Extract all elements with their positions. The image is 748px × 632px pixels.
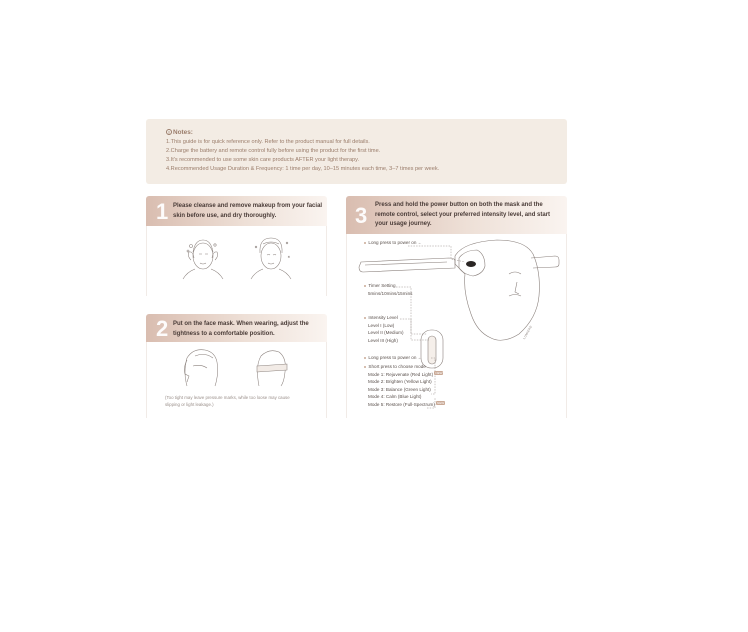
mask-power-label: Long press to power on ←: [364, 239, 422, 247]
fit-note-line: (Too tight may leave pressure marks, while too loose may cause: [165, 395, 290, 400]
intensity-title: Intensity Level: [368, 315, 398, 320]
notes-item: 4.Recommended Usage Duration & Frequency: 1 time per day, 10–15 minutes each time, 3–7 times per week.: [166, 166, 440, 172]
step-1-text-line: skin before use, and dry thoroughly.: [173, 212, 277, 219]
step-3-text-line: your usage journey.: [375, 221, 432, 227]
remote-power-text: Long press to power on: [368, 355, 417, 360]
step-2-text-line: tightness to a comfortable position.: [173, 330, 275, 337]
step-2-card: [146, 314, 327, 418]
notes-item: 2.Charge the battery and remote control fully before using the product for the first time.: [166, 148, 381, 154]
step-1-header: [146, 196, 327, 226]
step-1-card: [146, 196, 327, 296]
info-icon: !: [166, 129, 172, 135]
cleansing-face-illustration: [147, 226, 328, 296]
intensity-level-label: [364, 314, 404, 344]
step-3-text: [375, 201, 565, 230]
step-1-text: [173, 202, 325, 221]
mode-text: Mode 1: Rejuvenate (Red Light): [368, 371, 434, 377]
notes-title: [166, 127, 567, 138]
step-1-text-line: Please cleanse and remove makeup from your facial: [173, 203, 323, 209]
fit-note-line: slipping or light leakage.): [165, 402, 214, 407]
bullet-dot: [364, 366, 366, 368]
step-3-text-line: Press and hold the power button on both the mask and the: [375, 202, 543, 208]
notes-item: 3.It's recommended to use some skin care products AFTER your light therapy.: [166, 157, 360, 163]
timer-values: 5mins/10mins/15mins: [368, 290, 413, 296]
mask-power-text: Long press to power on: [368, 240, 417, 245]
wearing-mask-illustration: [147, 342, 328, 392]
timer-setting-label: [364, 282, 412, 297]
mode-label: [364, 363, 445, 409]
step-3-body: [346, 234, 567, 418]
mode-item: [364, 371, 445, 379]
step-1-number: 1: [156, 199, 169, 224]
bullet-dot: [364, 242, 366, 244]
mode-item: Mode 3: Balance (Green Light): [368, 386, 431, 392]
step-3-card: [346, 196, 567, 418]
mode-item: Mode 2: Brighten (Yellow Light): [368, 379, 432, 385]
notes-item: 1.This guide is for quick reference only. Refer to the product manual for full details.: [166, 139, 370, 145]
mask-brand-label: LUMIERE: [522, 324, 534, 340]
notes-title-text: Notes:: [173, 129, 193, 136]
notes-box: [146, 119, 567, 184]
mode-text: Mode 5: Restore (Full-Spectrum): [368, 401, 435, 407]
step-2-body: [146, 342, 327, 418]
bullet-dot: [364, 317, 366, 319]
new-badge: NEW: [437, 400, 445, 405]
step-2-header: [146, 314, 327, 342]
bullet-dot: [364, 285, 366, 287]
fit-note: [165, 394, 325, 408]
remote-power-label: Long press to power on ←: [364, 354, 422, 362]
step-1-body: [146, 226, 327, 296]
timer-title: Timer Setting: [368, 283, 396, 288]
step-2-text: [173, 320, 325, 339]
mode-title: Short press to choose mode: [368, 364, 426, 369]
step-2-text-line: Put on the face mask. When wearing, adjust the: [173, 321, 309, 327]
step-3-header: [346, 196, 567, 234]
step-3-number: 3: [355, 203, 368, 228]
mode-item: [364, 401, 445, 409]
bullet-dot: [364, 357, 366, 359]
intensity-level: Level II (Medium): [368, 330, 404, 336]
intensity-level: Level III (High): [368, 337, 398, 343]
step-2-number: 2: [156, 316, 169, 341]
intensity-level: Level I (Low): [368, 322, 395, 328]
mode-item: Mode 4: Calm (Blue Light): [368, 394, 422, 400]
new-badge: NEW: [435, 370, 443, 375]
step-3-text-line: remote control, select your preferred intensity level, and start: [375, 211, 551, 218]
